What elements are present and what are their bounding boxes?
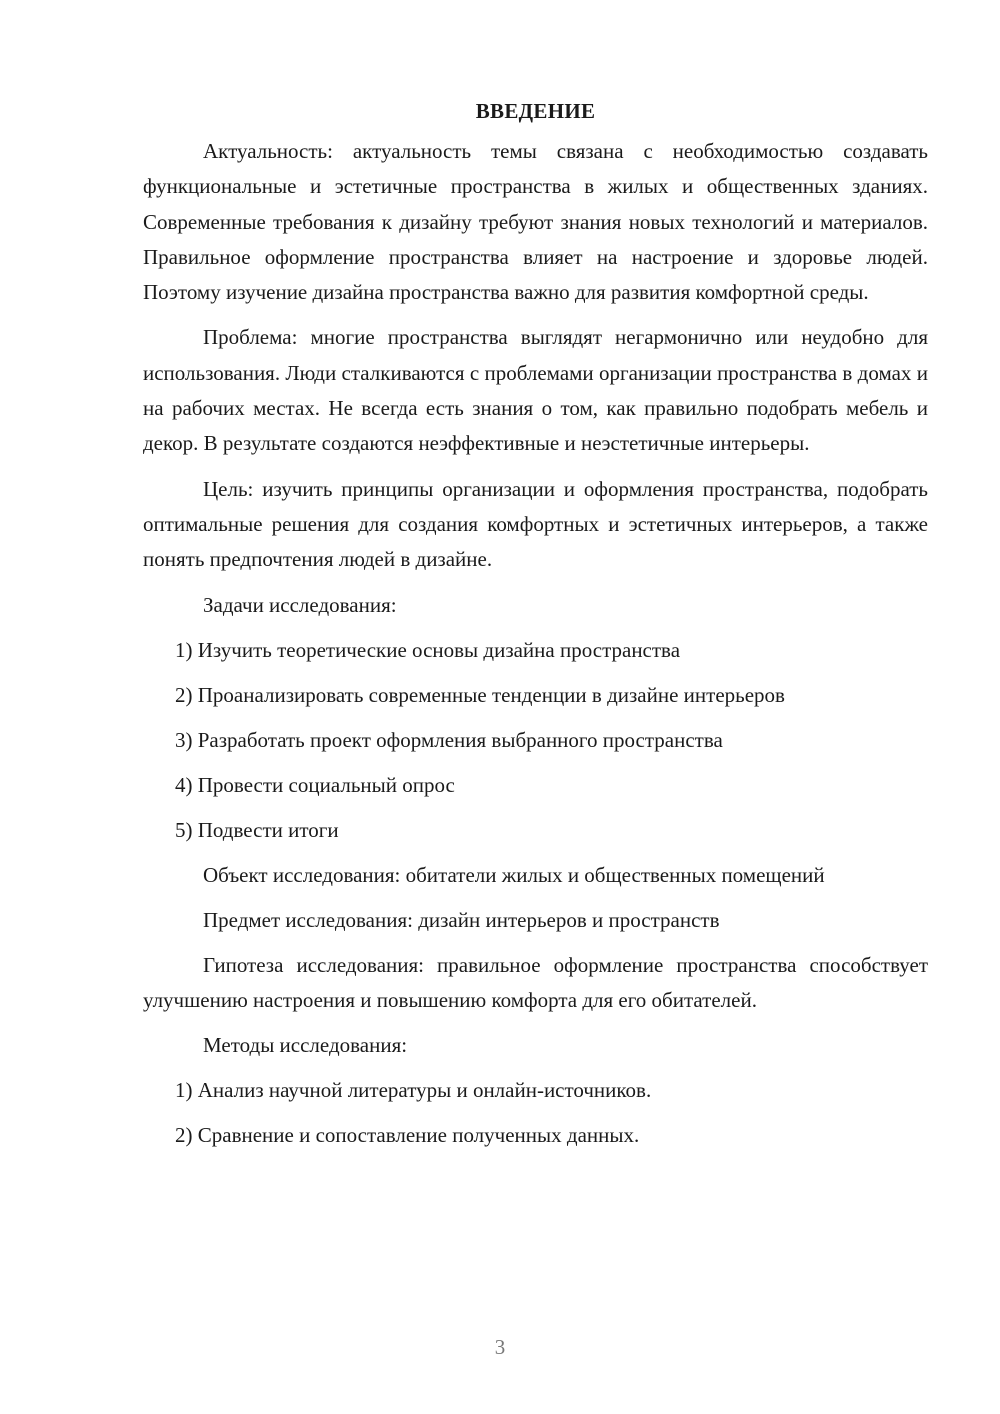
paragraph-hypothesis: Гипотеза исследования: правильное оформление пространства способствует улучшению настроения и повышению комфорта для его обитателей. (143, 952, 928, 1013)
paragraph-problem: Проблема: многие пространства выглядят негармонично или неудобно для использования. Люди сталкиваются с проблемами организации пространства в домах и на рабочих местах. Не всегда есть знания о том, как правильно подобрать мебель и декор. В результате создаются неэффективные и неэстетичные интерьеры. (143, 325, 928, 456)
method-item: 1) Анализ научной литературы и онлайн-источников. (175, 1078, 652, 1103)
paragraph-subject: Предмет исследования: дизайн интерьеров и пространств (203, 907, 720, 932)
paragraph-goal: Цель: изучить принципы организации и оформления пространства, подобрать оптимальные решения для создания комфортных и эстетичных интерьеров, а также понять предпочтения людей в дизайне. (143, 476, 928, 572)
task-item: 2) Проанализировать современные тенденции в дизайне интерьеров (175, 682, 785, 707)
task-item: 5) Подвести итоги (175, 817, 339, 842)
task-item: 1) Изучить теоретические основы дизайна пространства (175, 637, 681, 662)
paragraph-object: Объект исследования: обитатели жилых и общественных помещений (203, 862, 825, 887)
methods-heading: Методы исследования: (203, 1033, 408, 1058)
task-item: 3) Разработать проект оформления выбранного пространства (175, 727, 723, 752)
document-page (143, 96, 928, 1163)
page-number: 3 (494, 1335, 506, 1359)
method-item: 2) Сравнение и сопоставление полученных данных. (175, 1123, 640, 1148)
task-item: 4) Провести социальный опрос (175, 772, 455, 797)
tasks-heading: Задачи исследования: (203, 592, 397, 617)
document-title: ВВЕДЕНИЕ (475, 99, 596, 123)
paragraph-relevance: Актуальность: актуальность темы связана с необходимостью создавать функциональные и эстетичные пространства в жилых и общественных зданиях. Современные требования к дизайну требуют знания новых технологий и материалов. Правильное оформление пространства влияет на настроение и здоровье людей. Поэтому изучение дизайна пространства важно для развития комфортной среды. (143, 139, 928, 305)
